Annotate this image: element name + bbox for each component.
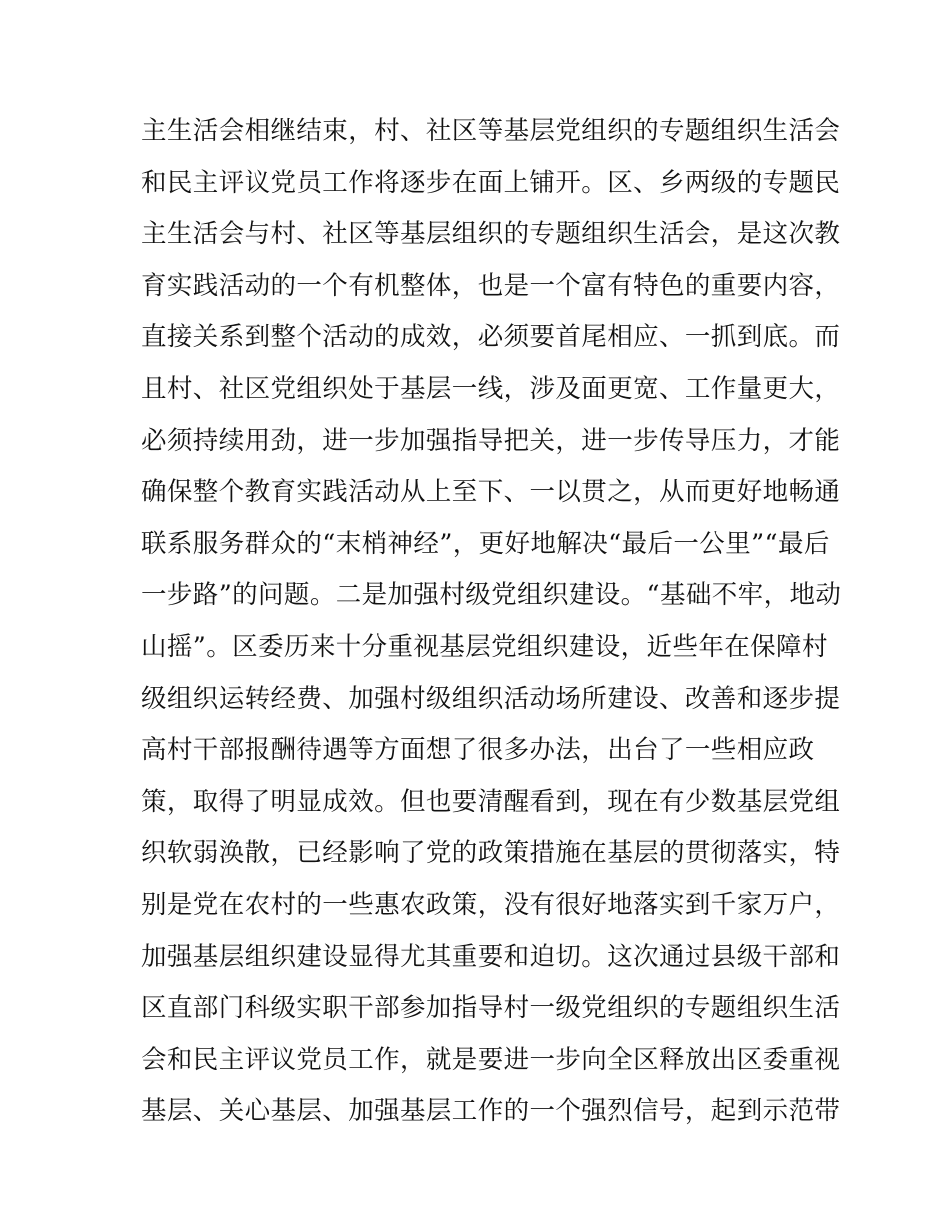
- text-line: 别是党在农村的一些惠农政策，没有很好地落实到千家万户，: [141, 889, 841, 920]
- text-line: 加强基层组织建设显得尤其重要和迫切。这次通过县级干部和: [141, 941, 841, 972]
- text-line: 织软弱涣散，已经影响了党的政策措施在基层的贯彻落实，特: [141, 838, 841, 869]
- text-line: 和民主评议党员工作将逐步在面上铺开。区、乡两级的专题民: [141, 167, 841, 198]
- text-line: 且村、社区党组织处于基层一线，涉及面更宽、工作量更大，: [141, 373, 841, 404]
- text-line: 一步路”的问题。二是加强村级党组织建设。“基础不牢，地动: [141, 580, 842, 611]
- text-line: 主生活会相继结束，村、社区等基层党组织的专题组织生活会: [141, 116, 841, 146]
- text-line: 区直部门科级实职干部参加指导村一级党组织的专题组织生活: [141, 993, 841, 1024]
- text-line: 级组织运转经费、加强村级组织活动场所建设、改善和逐步提: [141, 683, 841, 714]
- text-line: 联系服务群众的“末梢神经”，更好地解决“最后一公里”“最后: [141, 528, 830, 559]
- text-line: 直接关系到整个活动的成效，必须要首尾相应、一抓到底。而: [141, 322, 841, 353]
- text-line: 高村干部报酬待遇等方面想了很多办法，出台了一些相应政: [141, 735, 815, 766]
- body-text: [141, 106, 842, 1138]
- text-line: 基层、关心基层、加强基层工作的一个强烈信号，起到示范带: [141, 1096, 841, 1127]
- text-line: 确保整个教育实践活动从上至下、一以贯之，从而更好地畅通: [141, 477, 841, 508]
- text-line: 会和民主评议党员工作，就是要进一步向全区释放出区委重视: [141, 1044, 841, 1075]
- text-line: 育实践活动的一个有机整体，也是一个富有特色的重要内容，: [141, 270, 841, 301]
- text-line: 必须持续用劲，进一步加强指导把关，进一步传导压力，才能: [141, 425, 841, 456]
- text-line: 主生活会与村、社区等基层组织的专题组织生活会，是这次教: [141, 219, 841, 250]
- text-line: 山摇”。区委历来十分重视基层党组织建设，近些年在保障村: [141, 631, 828, 662]
- text-line: 策，取得了明显成效。但也要清醒看到，现在有少数基层党组: [141, 786, 841, 817]
